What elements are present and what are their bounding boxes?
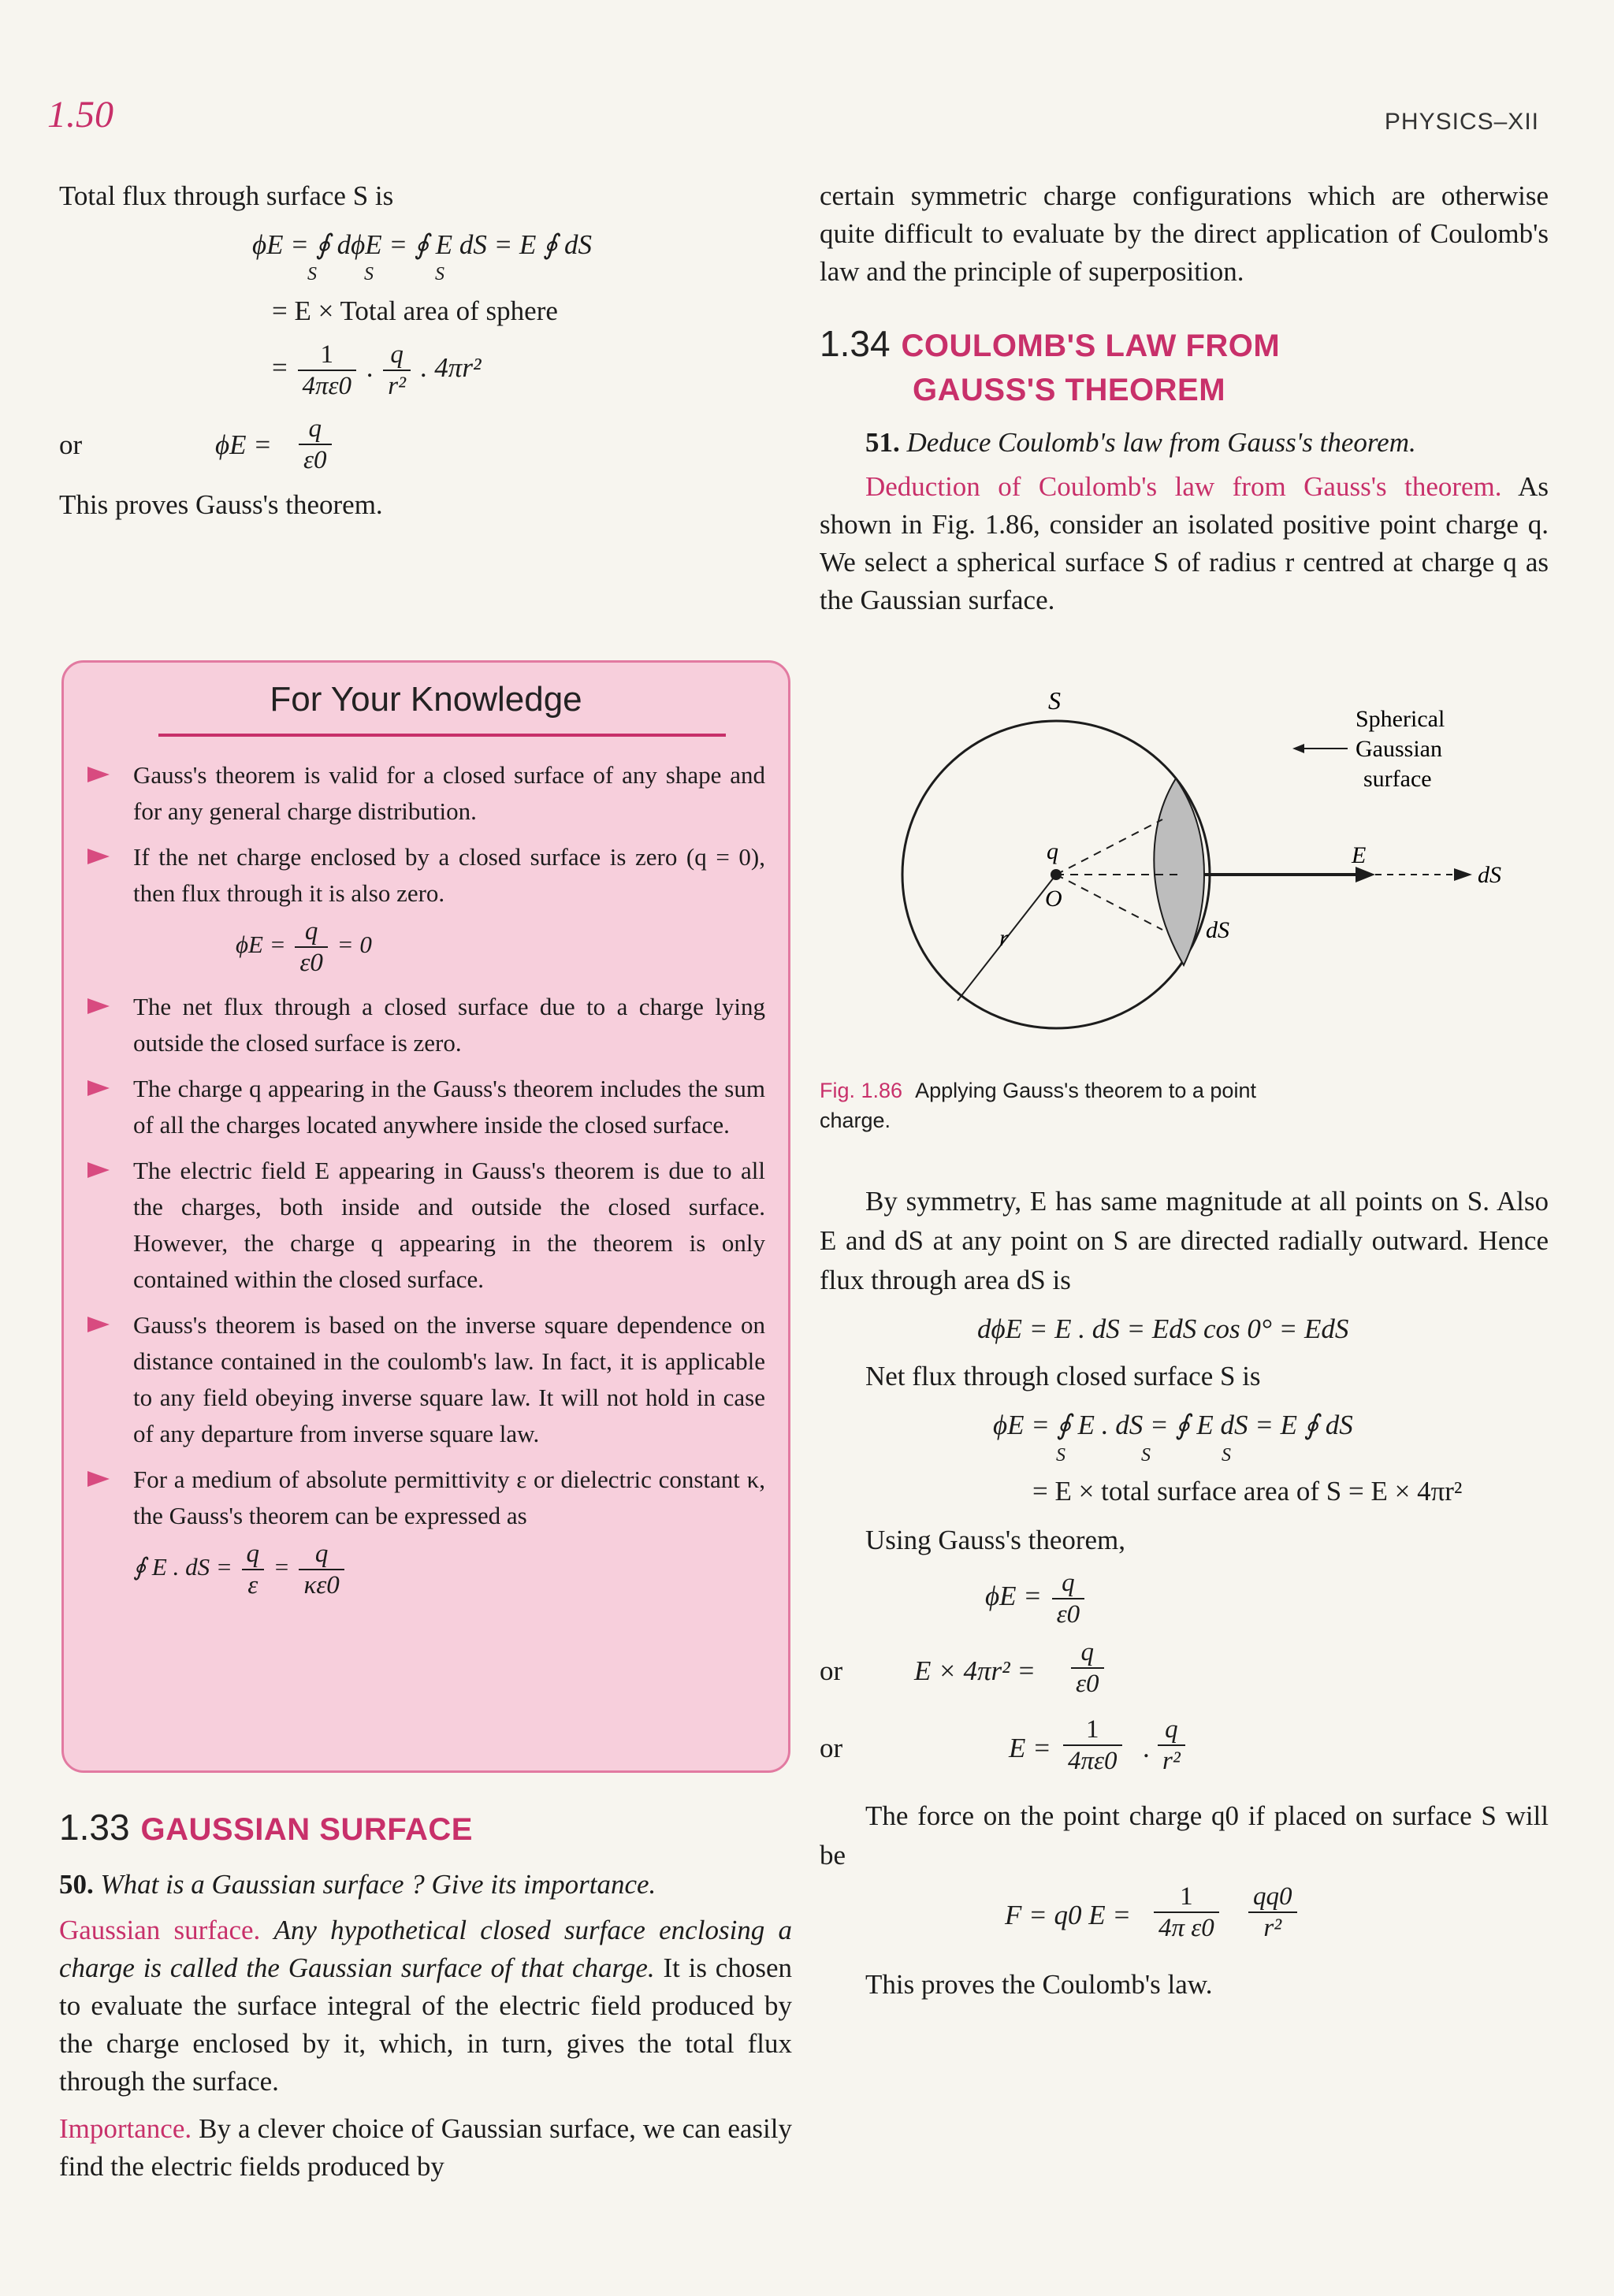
arrow-head-icon bbox=[1454, 868, 1472, 881]
label-q: q bbox=[1047, 838, 1058, 864]
list-item: For a medium of absolute permittivity ε or dielectric constant κ, the Gauss's theorem can be expressed as ∮ E . dS = $\frac{q}{\varepsilon}$ = $\frac{q}{\kappa\varepsilon 0}$ bbox=[87, 1462, 765, 1600]
equation-flux-total: ϕE = ∮ dϕE = ∮ E dS = E ∮ dS S S S bbox=[252, 229, 593, 284]
arrow-bullet-icon bbox=[87, 1162, 110, 1178]
arrow-bullet-icon bbox=[87, 998, 110, 1014]
equation-e-area: or E × 4πr² = $\frac{q}{\varepsilon 0}$ bbox=[820, 1637, 1549, 1707]
label-e: E bbox=[1352, 842, 1367, 868]
equation-gauss-result: or ϕE = $\frac{q}{\varepsilon 0}$ bbox=[59, 414, 792, 477]
knowledge-list bbox=[87, 757, 765, 1610]
section-1-33 bbox=[59, 1808, 792, 2186]
final-statement: This proves the Coulomb's law. bbox=[865, 1969, 1213, 2000]
gaussian-surface-definition: Gaussian surface. Any hypothetical closed surface enclosing a charge is called the Gaussian surface of that charge. It is chosen to evaluate the surface integral of the electric field produced by the charge enclosed by it, which, in turn, gives the total flux through the surface. bbox=[59, 1915, 792, 2097]
equation-area: = E × Total area of sphere bbox=[272, 295, 558, 326]
figure-caption: Fig. 1.86 Applying Gauss's theorem to a point charge. bbox=[820, 1079, 1256, 1132]
importance-paragraph: Importance. By a clever choice of Gaussian surface, we can easily find the electric fields produced by bbox=[59, 2113, 792, 2182]
list-item: The net flux through a closed surface due to a charge lying outside the closed surface is zero. bbox=[87, 989, 765, 1061]
running-head: PHYSICS–XII bbox=[1384, 109, 1539, 135]
force-paragraph: The force on the point charge q0 if placed on surface S will be bbox=[820, 1800, 1549, 1871]
label-s: S bbox=[1048, 686, 1061, 715]
deduction-paragraph: Deduction of Coulomb's law from Gauss's theorem. As shown in Fig. 1.86, consider an isolated positive point charge q. We select a spherical surface S of radius r centred at charge q as the Gaussian surface. bbox=[820, 471, 1549, 615]
question-50: 50. What is a Gaussian surface ? Give its importance. bbox=[59, 1869, 656, 1900]
continuation-paragraph: certain symmetric charge configurations which are otherwise quite difficult to evaluate by the direct application of Coulomb's law and the principle of superposition. bbox=[820, 180, 1549, 287]
cone-line bbox=[1056, 819, 1162, 875]
intro-text: Total flux through surface S is bbox=[59, 180, 394, 211]
list-item: If the net charge enclosed by a closed surface is zero (q = 0), then flux through it is also zero. ϕE = $\frac{q}{\varepsilon 0}$ = 0 bbox=[87, 839, 765, 978]
arrow-bullet-icon bbox=[87, 849, 110, 864]
arrow-bullet-icon bbox=[87, 1317, 110, 1332]
list-item: The charge q appearing in the Gauss's theorem includes the sum of all the charges located anywhere inside the closed surface. bbox=[87, 1071, 765, 1143]
right-column bbox=[820, 177, 1549, 619]
equation-e-field: or E = $\frac{1}{4\pi\varepsilon 0}$ . $\frac{q}{\text{r²}}$ bbox=[820, 1715, 1549, 1787]
right-column-lower bbox=[820, 1182, 1549, 2004]
list-item: Gauss's theorem is valid for a closed surface of any shape and for any general charge distribution. bbox=[87, 757, 765, 830]
label-surface: surface bbox=[1363, 766, 1432, 792]
label-ds: dS bbox=[1206, 917, 1229, 943]
section-heading: 1.33 GAUSSIAN SURFACE bbox=[59, 1807, 473, 1848]
left-column bbox=[59, 177, 792, 524]
equation-net-flux-subs: S S S bbox=[1056, 1445, 1231, 1466]
equation-force: F = q0 E = $\frac{1}{\text{4π ε0}}$ $\frac{qq0}{\text{r²}}$ bbox=[820, 1882, 1549, 1954]
equation-zero-flux: ϕE = $\frac{q}{\varepsilon 0}$ = 0 bbox=[236, 917, 372, 977]
arrow-bullet-icon bbox=[87, 1471, 110, 1487]
cone-line bbox=[1056, 875, 1162, 930]
equation-surface-area: = E × total surface area of S = E × 4πr² bbox=[1032, 1476, 1463, 1507]
page-number: 1.50 bbox=[47, 94, 113, 136]
knowledge-box bbox=[61, 660, 790, 1773]
arrow-head-icon bbox=[1292, 744, 1304, 753]
label-gaussian: Gaussian bbox=[1356, 736, 1442, 762]
proof-statement: This proves Gauss's theorem. bbox=[59, 489, 383, 520]
list-item: Gauss's theorem is based on the inverse square dependence on distance contained in the coulomb's law. In fact, it is applicable to any field obeying inverse square law. It will not hold in case of any departure from inverse square law. bbox=[87, 1307, 765, 1452]
net-flux-text: Net flux through closed surface S is bbox=[865, 1361, 1261, 1391]
equation-medium: ∮ E . dS = $\frac{q}{\varepsilon}$ = $\frac{q}{\kappa\varepsilon 0}$ bbox=[133, 1539, 765, 1600]
arrow-head-icon bbox=[1356, 867, 1375, 882]
section-heading-1-34: 1.34 COULOMB'S LAW FROM GAUSS'S THEOREM bbox=[820, 323, 1281, 407]
equation-net-flux: ϕE = ∮ E . dS = ∮ E dS = E ∮ dS bbox=[993, 1410, 1353, 1440]
symmetry-paragraph: By symmetry, E has same magnitude at all points on S. Also E and dS at any point on S are directed radially outward. Hence flux through area dS is bbox=[820, 1186, 1549, 1295]
using-gauss-text: Using Gauss's theorem, bbox=[865, 1525, 1126, 1555]
point-charge bbox=[1051, 869, 1062, 880]
label-ds-vector: dS bbox=[1478, 862, 1501, 888]
label-spherical: Spherical bbox=[1356, 706, 1445, 732]
arrow-bullet-icon bbox=[87, 767, 110, 782]
label-r: r bbox=[999, 925, 1009, 951]
knowledge-box-title: For Your Knowledge bbox=[270, 680, 582, 719]
arrow-bullet-icon bbox=[87, 1080, 110, 1096]
list-item: The electric field E appearing in Gauss's theorem is due to all the charges, both inside and outside the closed surface. However, the charge q appearing in the theorem is only contained within the closed surface. bbox=[87, 1153, 765, 1298]
equation-dphi: dϕE = E . dS = EdS cos 0° = EdS bbox=[977, 1313, 1349, 1344]
label-o: O bbox=[1045, 886, 1062, 912]
gaussian-sphere-diagram bbox=[891, 685, 1545, 1056]
equation-gauss: ϕE = $\frac{q}{\varepsilon 0}$ bbox=[820, 1568, 1549, 1629]
title-underline bbox=[158, 734, 726, 737]
question-51: 51. Deduce Coulomb's law from Gauss's theorem. bbox=[865, 427, 1416, 458]
equation-substitution: = $\frac{1}{4\pi\varepsilon 0}$ . $\frac{q}{\text{r²}}$ . 4πr² bbox=[272, 340, 482, 400]
